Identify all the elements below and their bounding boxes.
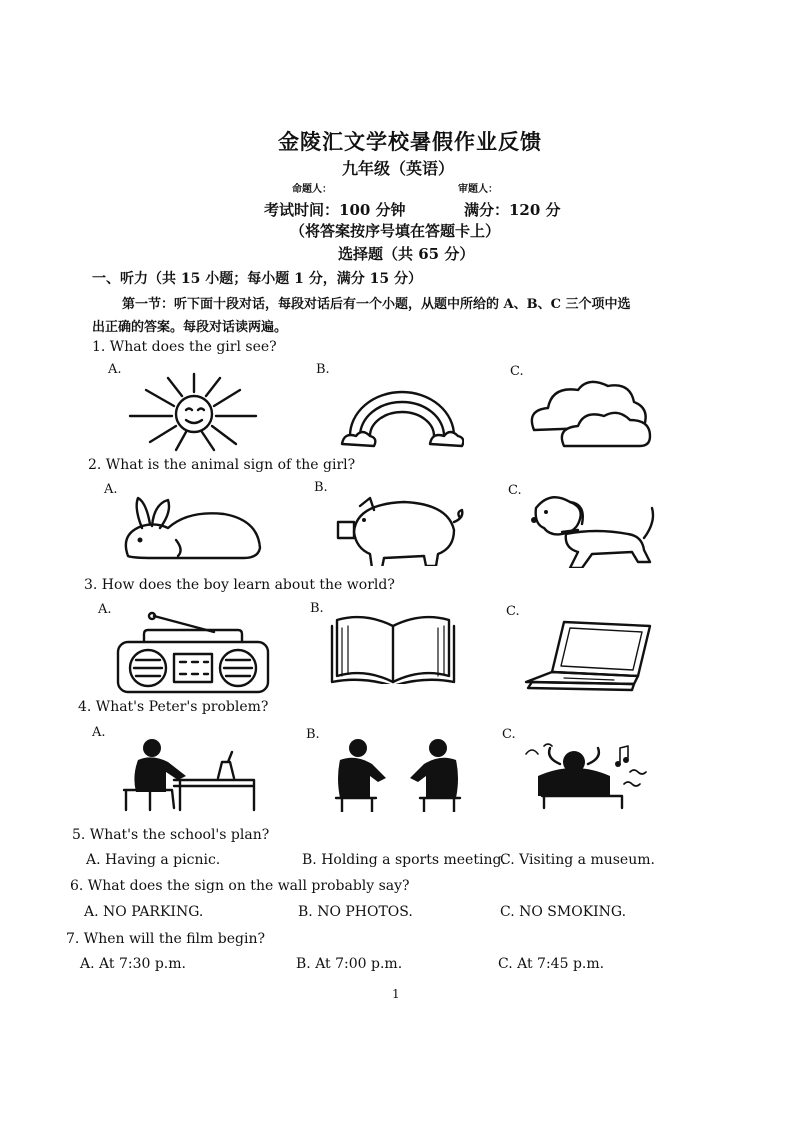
q7-option-c[interactable]: C. At 7:45 p.m. bbox=[498, 956, 605, 972]
q2-label-a: A. bbox=[104, 482, 118, 497]
full-score: 满分：120 分 bbox=[464, 201, 561, 219]
reviewer-label: 审题人： bbox=[458, 184, 498, 195]
q6-option-b[interactable]: B. NO PHOTOS. bbox=[298, 904, 413, 920]
q5-option-b[interactable]: B. Holding a sports meeting. bbox=[302, 852, 506, 868]
instruction-line-2: 出正确的答案。每段对话读两遍。 bbox=[92, 320, 288, 335]
q2-label-b: B. bbox=[314, 480, 328, 495]
section-title: 一、听力（共 15 小题；每小题 1 分，满分 15 分） bbox=[92, 271, 422, 287]
cloud-icon[interactable] bbox=[524, 380, 654, 452]
q3-label-a: A. bbox=[98, 602, 112, 617]
instruction-line-1: 第一节：听下面十段对话，每段对话后有一个小题，从题中所给的 A、B、C 三个项中选 bbox=[122, 297, 631, 312]
headache-person-icon[interactable] bbox=[524, 742, 658, 810]
rabbit-icon[interactable] bbox=[118, 496, 264, 564]
laptop-icon[interactable] bbox=[524, 616, 654, 696]
q4-label-c: C. bbox=[502, 727, 516, 742]
setter-label: 命题人： bbox=[292, 184, 332, 195]
sun-icon[interactable] bbox=[124, 372, 264, 452]
radio-icon[interactable] bbox=[114, 610, 272, 694]
question-2: 2. What is the animal sign of the girl? bbox=[88, 457, 356, 473]
question-7: 7. When will the film begin? bbox=[66, 931, 265, 947]
page-number: 1 bbox=[392, 987, 400, 1001]
question-4: 4. What's Peter's problem? bbox=[78, 699, 269, 715]
page-subtitle: 九年级（英语） bbox=[342, 159, 455, 178]
question-1: 1. What does the girl see? bbox=[92, 339, 277, 355]
q5-option-a[interactable]: A. Having a picnic. bbox=[86, 852, 221, 868]
page-title: 金陵汇文学校暑假作业反馈 bbox=[278, 129, 542, 154]
question-5: 5. What's the school's plan? bbox=[72, 827, 270, 843]
question-6: 6. What does the sign on the wall probably say? bbox=[70, 878, 410, 894]
q4-label-a: A. bbox=[92, 725, 106, 740]
q5-option-c[interactable]: C. Visiting a museum. bbox=[500, 852, 655, 868]
pig-icon[interactable] bbox=[330, 492, 468, 566]
two-people-talking-icon[interactable] bbox=[330, 738, 466, 812]
q4-label-b: B. bbox=[306, 727, 320, 742]
question-3: 3. How does the boy learn about the world? bbox=[84, 577, 395, 593]
rainbow-icon[interactable] bbox=[340, 388, 464, 450]
part-heading: 选择题（共 65 分） bbox=[338, 245, 475, 263]
q1-label-b: B. bbox=[316, 362, 330, 377]
q3-label-c: C. bbox=[506, 604, 520, 619]
studying-person-icon[interactable] bbox=[110, 738, 258, 812]
exam-time: 考试时间：100 分钟 bbox=[264, 201, 406, 219]
q7-option-b[interactable]: B. At 7:00 p.m. bbox=[296, 956, 403, 972]
q1-label-a: A. bbox=[108, 362, 122, 377]
q3-label-b: B. bbox=[310, 601, 324, 616]
q1-label-c: C. bbox=[510, 364, 524, 379]
q7-option-a[interactable]: A. At 7:30 p.m. bbox=[80, 956, 186, 972]
q6-option-a[interactable]: A. NO PARKING. bbox=[84, 904, 204, 920]
q2-label-c: C. bbox=[508, 483, 522, 498]
answer-note: （将答案按序号填在答题卡上） bbox=[290, 222, 501, 240]
book-icon[interactable] bbox=[330, 612, 456, 684]
dog-icon[interactable] bbox=[522, 490, 656, 568]
q6-option-c[interactable]: C. NO SMOKING. bbox=[500, 904, 627, 920]
